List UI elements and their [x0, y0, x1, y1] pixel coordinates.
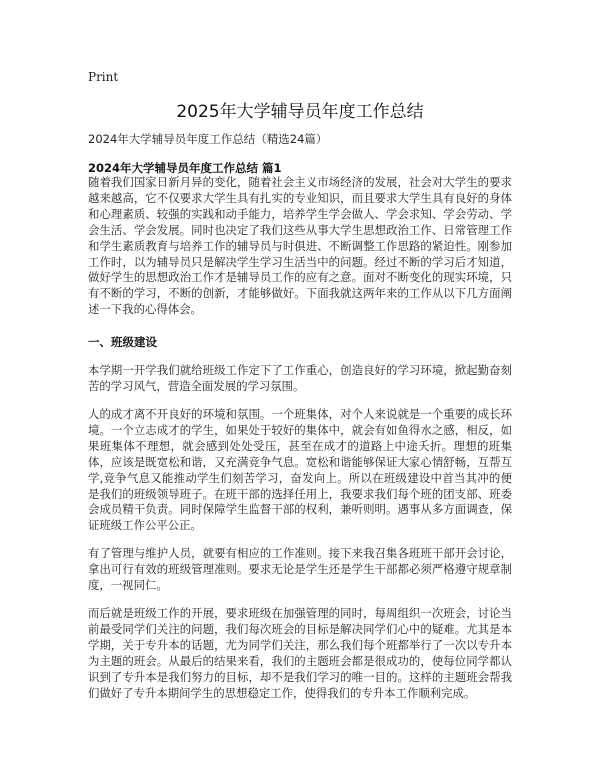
print-link[interactable]: Print — [88, 70, 119, 84]
intro-paragraph: 随着我们国家日新月异的变化，随着社会主义市场经济的发展，社会对大学生的要求越来越高，它不仅要求大学生具有扎实的专业知识，而且要求大学生具有良好的身体和心理素质、较强的实践和动手能力，培养学生学会做人、学会求知、学会劳动、学会生活、学会发展。同时也决定了我们这些从事大学生思想政治工作、日常管理工作和学生素质教育与培养工作的辅导员与时俱进、不断调整工作思路的紧迫性。刚参加工作时，以为辅导员只是解决学生学习生活当中的问题。经过不断的学习后才知道，做好学生的思想政治工作才是辅导员工作的应有之意。面对不断变化的现实环境，只有不断的学习，不断的创新，才能够做好。下面我就这两年来的工作从以下几方面阐述一下我的心得体会。 — [88, 175, 512, 317]
document-title: 2025年大学辅导员年度工作总结 — [176, 102, 424, 122]
document-subtitle: 2024年大学辅导员年度工作总结（精选24篇） — [88, 132, 328, 146]
paragraph: 而后就是班级工作的开展，要求班级在加强管理的同时，每周组织一次班会，讨论当前最受同学们关注的问题，我们每次班会的目标是解决同学们心中的疑难。尤其是本学期，关于专升本的话题，尤为同学们关注，那么我们每个班都举行了一次以专升本为主题的班会。从最后的结果来看，我们的主题班会都是很成功的，使每位同学都认识到了专升本是我们努力的目标，却不是我们学习的唯一目的。这样的主题班会帮我们做好了专升本期间学生的思想稳定工作，使得我们的专升本工作顺利完成。 — [88, 606, 512, 700]
section-heading: 2024年大学辅导员年度工作总结 篇1 — [88, 161, 282, 175]
heading-class-building: 一、班级建设 — [88, 335, 157, 349]
paragraph: 本学期一开学我们就给班级工作定下了工作重心，创造良好的学习环境，掀起勤奋刻苦的学习风气，营造全面发展的学习氛围。 — [88, 363, 512, 393]
paragraph: 人的成才离不开良好的环境和氛围。一个班集体，对个人来说就是一个重要的成长环境。一个立志成才的学生，如果处于较好的集体中，就会有如鱼得水之感，相反，如果班集体不理想，就会感到处处受压，甚至在成才的道路上中途夭折。理想的班集体，应该是既宽松和谐，又充满竞争气息。宽松和谐能够保证大家心情舒畅，互帮互学,竞争气息又能推动学生们刻苦学习，奋发向上。所以在班级建设中首当其冲的便是我们的班级领导班子。在班干部的选择任用上，我要求我们每个班的团支部、班委会成员精干负责。同时保障学生监督干部的权利，兼听则明。遇事从多方面调查，保证班级工作公平公正。 — [88, 407, 512, 533]
paragraph: 有了管理与维护人员，就要有相应的工作准则。接下来我召集各班班干部开会讨论，拿出可行有效的班级管理准则。要求无论是学生还是学生干部都必须严格遵守规章制度，一视同仁。 — [88, 546, 512, 592]
